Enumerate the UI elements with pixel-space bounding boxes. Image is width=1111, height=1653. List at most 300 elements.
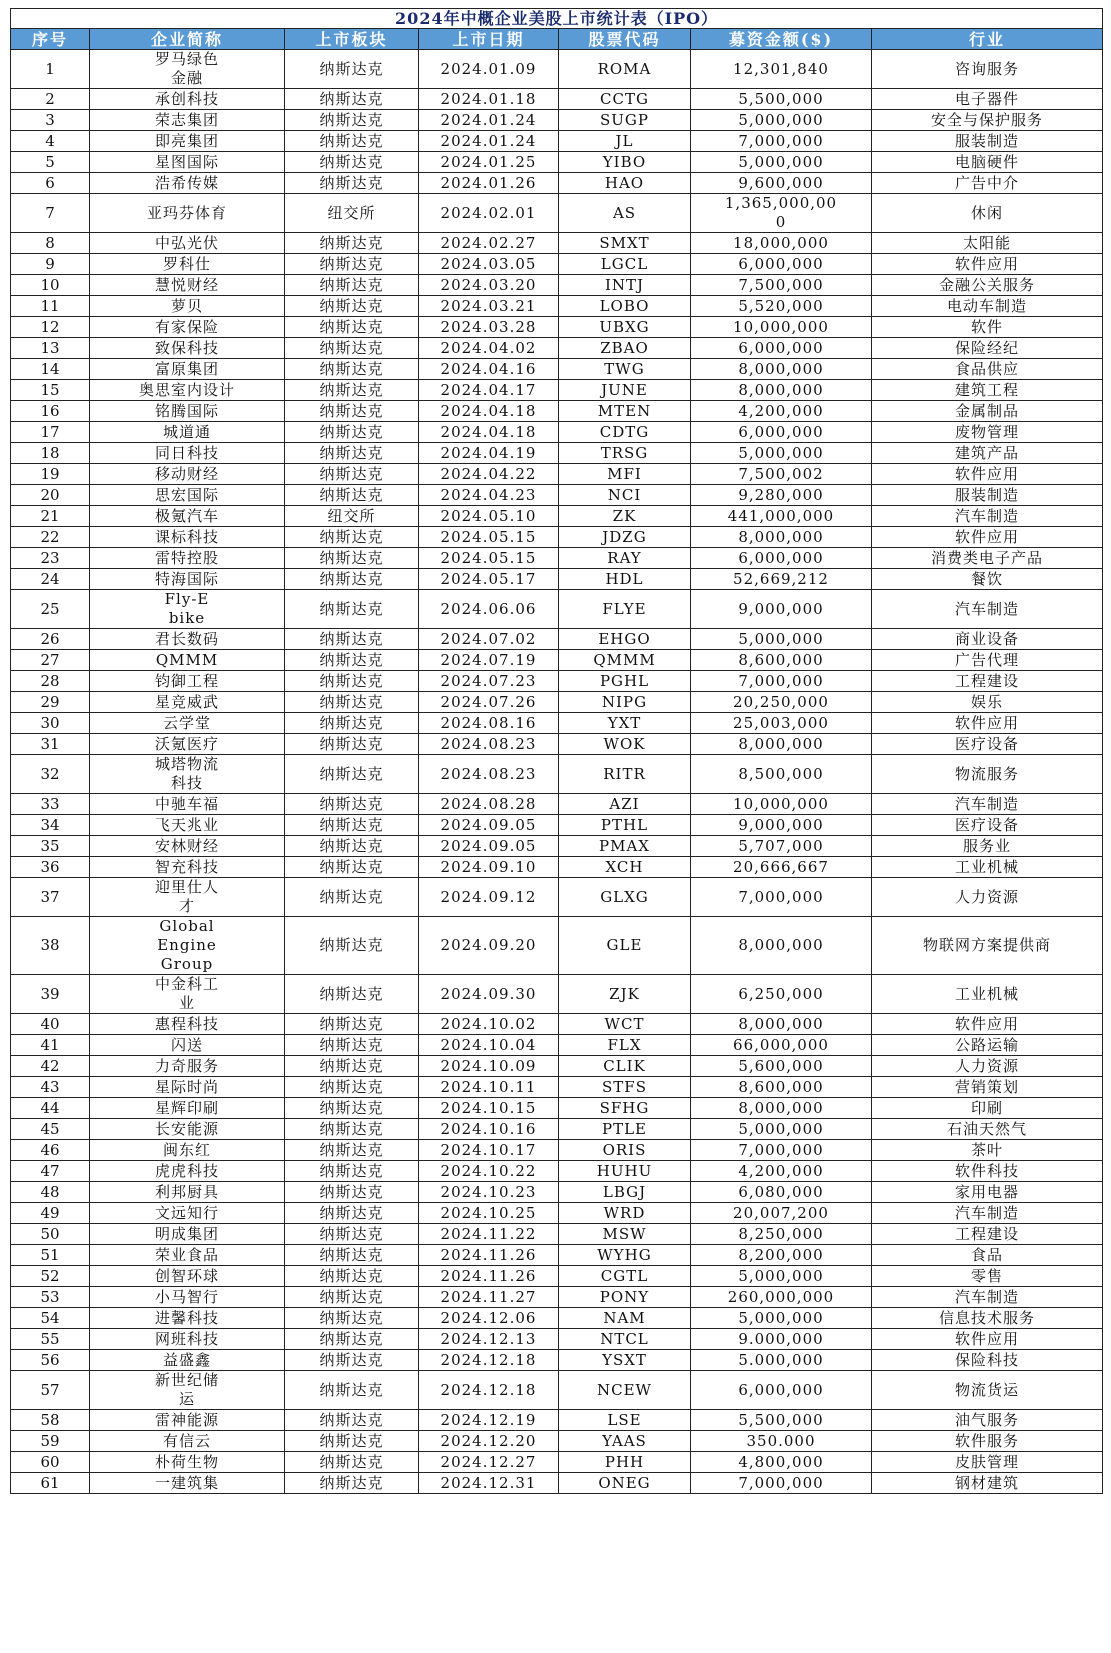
cell-board: 纳斯达克	[285, 173, 419, 194]
cell-board: 纳斯达克	[285, 1203, 419, 1224]
table-row	[11, 422, 1103, 443]
cell-name: 慧悦财经	[90, 275, 285, 296]
cell-amount: 5,000,000	[691, 110, 872, 131]
cell-code: ROMA	[559, 50, 691, 89]
cell-name: 中金科工 业	[90, 975, 285, 1014]
cell-code: QMMM	[559, 650, 691, 671]
cell-board: 纳斯达克	[285, 1245, 419, 1266]
cell-amount: 5,000,000	[691, 152, 872, 173]
cell-no: 48	[11, 1182, 90, 1203]
cell-name: 网班科技	[90, 1329, 285, 1350]
cell-amount: 6,250,000	[691, 975, 872, 1014]
cell-board: 纳斯达克	[285, 815, 419, 836]
cell-code: YAAS	[559, 1431, 691, 1452]
cell-code: NCEW	[559, 1371, 691, 1410]
table-row	[11, 692, 1103, 713]
cell-no: 39	[11, 975, 90, 1014]
cell-date: 2024.02.01	[419, 194, 559, 233]
cell-amount: 9.000,000	[691, 1329, 872, 1350]
cell-no: 25	[11, 590, 90, 629]
cell-date: 2024.07.23	[419, 671, 559, 692]
cell-name: 智充科技	[90, 857, 285, 878]
cell-code: INTJ	[559, 275, 691, 296]
table-row	[11, 1161, 1103, 1182]
cell-code: PONY	[559, 1287, 691, 1308]
cell-industry: 工程建设	[872, 671, 1103, 692]
cell-name: 同日科技	[90, 443, 285, 464]
table-row	[11, 1266, 1103, 1287]
table-row	[11, 485, 1103, 506]
cell-code: XCH	[559, 857, 691, 878]
cell-no: 8	[11, 233, 90, 254]
cell-date: 2024.01.25	[419, 152, 559, 173]
cell-code: SMXT	[559, 233, 691, 254]
cell-name: 罗科仕	[90, 254, 285, 275]
cell-industry: 零售	[872, 1266, 1103, 1287]
cell-board: 纳斯达克	[285, 857, 419, 878]
cell-name: 浩希传媒	[90, 173, 285, 194]
cell-no: 4	[11, 131, 90, 152]
cell-amount: 5,000,000	[691, 1266, 872, 1287]
table-row	[11, 359, 1103, 380]
cell-no: 10	[11, 275, 90, 296]
cell-amount: 9,600,000	[691, 173, 872, 194]
cell-date: 2024.10.09	[419, 1056, 559, 1077]
table-row	[11, 1098, 1103, 1119]
cell-board: 纳斯达克	[285, 152, 419, 173]
cell-amount: 5,707,000	[691, 836, 872, 857]
cell-board: 纳斯达克	[285, 1329, 419, 1350]
cell-code: ZJK	[559, 975, 691, 1014]
cell-name: 荣业食品	[90, 1245, 285, 1266]
cell-code: ORIS	[559, 1140, 691, 1161]
cell-code: HDL	[559, 569, 691, 590]
cell-amount: 8,000,000	[691, 380, 872, 401]
cell-name: 安林财经	[90, 836, 285, 857]
cell-no: 31	[11, 734, 90, 755]
cell-board: 纳斯达克	[285, 713, 419, 734]
cell-amount: 9,000,000	[691, 815, 872, 836]
cell-board: 纳斯达克	[285, 755, 419, 794]
cell-no: 23	[11, 548, 90, 569]
cell-name: 致保科技	[90, 338, 285, 359]
cell-amount: 20,666,667	[691, 857, 872, 878]
cell-code: LSE	[559, 1410, 691, 1431]
cell-no: 32	[11, 755, 90, 794]
cell-industry: 物流服务	[872, 755, 1103, 794]
cell-code: GLE	[559, 917, 691, 975]
cell-code: UBXG	[559, 317, 691, 338]
col-header-industry: 行业	[872, 29, 1103, 50]
cell-name: 明成集团	[90, 1224, 285, 1245]
cell-code: YSXT	[559, 1350, 691, 1371]
cell-industry: 皮肤管理	[872, 1452, 1103, 1473]
table-row	[11, 1140, 1103, 1161]
cell-code: HUHU	[559, 1161, 691, 1182]
cell-code: JUNE	[559, 380, 691, 401]
table-row	[11, 1287, 1103, 1308]
cell-industry: 服务业	[872, 836, 1103, 857]
cell-date: 2024.10.17	[419, 1140, 559, 1161]
cell-industry: 软件服务	[872, 1431, 1103, 1452]
table-row	[11, 275, 1103, 296]
cell-industry: 保险科技	[872, 1350, 1103, 1371]
cell-amount: 12,301,840	[691, 50, 872, 89]
table-row	[11, 548, 1103, 569]
cell-industry: 服装制造	[872, 131, 1103, 152]
cell-date: 2024.10.11	[419, 1077, 559, 1098]
table-row	[11, 89, 1103, 110]
cell-date: 2024.12.18	[419, 1350, 559, 1371]
cell-no: 33	[11, 794, 90, 815]
cell-industry: 电子器件	[872, 89, 1103, 110]
cell-amount: 5,520,000	[691, 296, 872, 317]
cell-date: 2024.10.23	[419, 1182, 559, 1203]
cell-industry: 软件应用	[872, 1329, 1103, 1350]
table-body	[11, 50, 1103, 1494]
cell-date: 2024.10.15	[419, 1098, 559, 1119]
cell-no: 17	[11, 422, 90, 443]
cell-no: 41	[11, 1035, 90, 1056]
cell-code: STFS	[559, 1077, 691, 1098]
cell-industry: 安全与保护服务	[872, 110, 1103, 131]
cell-industry: 食品供应	[872, 359, 1103, 380]
table-row	[11, 713, 1103, 734]
cell-board: 纳斯达克	[285, 1014, 419, 1035]
cell-amount: 18,000,000	[691, 233, 872, 254]
ipo-statistics-table	[10, 8, 1103, 1494]
col-header-name: 企业简称	[90, 29, 285, 50]
cell-board: 纳斯达克	[285, 1140, 419, 1161]
cell-board: 纳斯达克	[285, 1452, 419, 1473]
cell-amount: 9,280,000	[691, 485, 872, 506]
cell-amount: 20,250,000	[691, 692, 872, 713]
table-row	[11, 1056, 1103, 1077]
cell-no: 57	[11, 1371, 90, 1410]
cell-date: 2024.07.02	[419, 629, 559, 650]
cell-date: 2024.03.28	[419, 317, 559, 338]
table-row	[11, 650, 1103, 671]
table-row	[11, 671, 1103, 692]
cell-no: 15	[11, 380, 90, 401]
cell-code: RITR	[559, 755, 691, 794]
table-row	[11, 878, 1103, 917]
cell-date: 2024.07.19	[419, 650, 559, 671]
cell-amount: 5.000,000	[691, 1350, 872, 1371]
table-row	[11, 917, 1103, 975]
cell-no: 58	[11, 1410, 90, 1431]
cell-board: 纳斯达克	[285, 1161, 419, 1182]
cell-board: 纳斯达克	[285, 1308, 419, 1329]
col-header-no: 序号	[11, 29, 90, 50]
cell-name: 闽东红	[90, 1140, 285, 1161]
cell-code: NIPG	[559, 692, 691, 713]
cell-no: 34	[11, 815, 90, 836]
cell-date: 2024.01.24	[419, 131, 559, 152]
cell-date: 2024.01.18	[419, 89, 559, 110]
cell-industry: 软件	[872, 317, 1103, 338]
cell-amount: 1,365,000,00 0	[691, 194, 872, 233]
table-row	[11, 1431, 1103, 1452]
cell-name: Fly-E bike	[90, 590, 285, 629]
cell-amount: 8,500,000	[691, 755, 872, 794]
cell-amount: 7,500,000	[691, 275, 872, 296]
table-row	[11, 755, 1103, 794]
cell-code: WYHG	[559, 1245, 691, 1266]
cell-name: 星图国际	[90, 152, 285, 173]
cell-name: 有信云	[90, 1431, 285, 1452]
cell-board: 纳斯达克	[285, 734, 419, 755]
cell-name: 进馨科技	[90, 1308, 285, 1329]
cell-industry: 石油天然气	[872, 1119, 1103, 1140]
cell-date: 2024.12.19	[419, 1410, 559, 1431]
cell-board: 纳斯达克	[285, 527, 419, 548]
cell-no: 50	[11, 1224, 90, 1245]
cell-name: 课标科技	[90, 527, 285, 548]
cell-no: 37	[11, 878, 90, 917]
cell-industry: 软件应用	[872, 464, 1103, 485]
cell-code: JL	[559, 131, 691, 152]
cell-code: MTEN	[559, 401, 691, 422]
cell-amount: 9,000,000	[691, 590, 872, 629]
cell-industry: 钢材建筑	[872, 1473, 1103, 1494]
table-row	[11, 569, 1103, 590]
cell-code: WRD	[559, 1203, 691, 1224]
cell-date: 2024.04.22	[419, 464, 559, 485]
cell-no: 53	[11, 1287, 90, 1308]
cell-name: 即亮集团	[90, 131, 285, 152]
cell-industry: 建筑工程	[872, 380, 1103, 401]
cell-date: 2024.11.22	[419, 1224, 559, 1245]
cell-amount: 4,200,000	[691, 1161, 872, 1182]
cell-board: 纳斯达克	[285, 1431, 419, 1452]
cell-amount: 8,600,000	[691, 650, 872, 671]
cell-board: 纳斯达克	[285, 1119, 419, 1140]
cell-name: 萝贝	[90, 296, 285, 317]
cell-amount: 5,500,000	[691, 89, 872, 110]
cell-name: 虎虎科技	[90, 1161, 285, 1182]
cell-amount: 6,000,000	[691, 548, 872, 569]
cell-code: EHGO	[559, 629, 691, 650]
cell-no: 29	[11, 692, 90, 713]
cell-board: 纳斯达克	[285, 131, 419, 152]
cell-board: 纳斯达克	[285, 338, 419, 359]
cell-date: 2024.12.27	[419, 1452, 559, 1473]
cell-industry: 汽车制造	[872, 794, 1103, 815]
cell-no: 14	[11, 359, 90, 380]
cell-code: ZBAO	[559, 338, 691, 359]
table-row	[11, 317, 1103, 338]
cell-no: 35	[11, 836, 90, 857]
cell-board: 纳斯达克	[285, 1098, 419, 1119]
cell-code: CLIK	[559, 1056, 691, 1077]
table-row	[11, 1473, 1103, 1494]
cell-name: 中弘光伏	[90, 233, 285, 254]
cell-code: RAY	[559, 548, 691, 569]
cell-amount: 7,000,000	[691, 878, 872, 917]
cell-date: 2024.05.15	[419, 548, 559, 569]
table-row	[11, 629, 1103, 650]
cell-name: 富原集团	[90, 359, 285, 380]
cell-date: 2024.04.17	[419, 380, 559, 401]
cell-code: MSW	[559, 1224, 691, 1245]
cell-amount: 5,500,000	[691, 1410, 872, 1431]
cell-board: 纳斯达克	[285, 650, 419, 671]
col-header-board: 上市板块	[285, 29, 419, 50]
col-header-code: 股票代码	[559, 29, 691, 50]
cell-date: 2024.08.28	[419, 794, 559, 815]
cell-board: 纳斯达克	[285, 1266, 419, 1287]
cell-code: HAO	[559, 173, 691, 194]
table-row	[11, 857, 1103, 878]
cell-industry: 软件应用	[872, 1014, 1103, 1035]
cell-no: 3	[11, 110, 90, 131]
cell-amount: 7,000,000	[691, 1140, 872, 1161]
cell-date: 2024.10.04	[419, 1035, 559, 1056]
cell-code: NCI	[559, 485, 691, 506]
cell-amount: 5,000,000	[691, 1308, 872, 1329]
cell-board: 纳斯达克	[285, 548, 419, 569]
cell-board: 纳斯达克	[285, 485, 419, 506]
table-row	[11, 1329, 1103, 1350]
cell-name: 城道通	[90, 422, 285, 443]
cell-board: 纳斯达克	[285, 254, 419, 275]
col-header-date: 上市日期	[419, 29, 559, 50]
cell-no: 28	[11, 671, 90, 692]
table-row	[11, 173, 1103, 194]
header-row	[11, 29, 1103, 50]
cell-amount: 8,000,000	[691, 1014, 872, 1035]
table-row	[11, 1077, 1103, 1098]
cell-code: YXT	[559, 713, 691, 734]
cell-no: 6	[11, 173, 90, 194]
table-row	[11, 1245, 1103, 1266]
cell-amount: 8,000,000	[691, 1098, 872, 1119]
cell-no: 27	[11, 650, 90, 671]
cell-name: 有家保险	[90, 317, 285, 338]
cell-board: 纳斯达克	[285, 233, 419, 254]
cell-name: 利邦厨具	[90, 1182, 285, 1203]
cell-code: SUGP	[559, 110, 691, 131]
cell-name: 惠程科技	[90, 1014, 285, 1035]
cell-industry: 金属制品	[872, 401, 1103, 422]
cell-board: 纳斯达克	[285, 422, 419, 443]
cell-name: 承创科技	[90, 89, 285, 110]
cell-code: WCT	[559, 1014, 691, 1035]
cell-board: 纳斯达克	[285, 590, 419, 629]
cell-board: 纽交所	[285, 194, 419, 233]
cell-no: 9	[11, 254, 90, 275]
cell-date: 2024.04.19	[419, 443, 559, 464]
cell-date: 2024.01.24	[419, 110, 559, 131]
cell-code: NTCL	[559, 1329, 691, 1350]
cell-amount: 10,000,000	[691, 794, 872, 815]
cell-name: 长安能源	[90, 1119, 285, 1140]
cell-name: 文远知行	[90, 1203, 285, 1224]
cell-industry: 汽车制造	[872, 1287, 1103, 1308]
cell-date: 2024.04.16	[419, 359, 559, 380]
cell-code: LGCL	[559, 254, 691, 275]
cell-date: 2024.04.18	[419, 401, 559, 422]
cell-industry: 软件科技	[872, 1161, 1103, 1182]
table-row	[11, 380, 1103, 401]
cell-name: 星辉印刷	[90, 1098, 285, 1119]
cell-amount: 6,000,000	[691, 338, 872, 359]
cell-name: 特海国际	[90, 569, 285, 590]
table-row	[11, 254, 1103, 275]
table-row	[11, 1308, 1103, 1329]
cell-code: TWG	[559, 359, 691, 380]
cell-industry: 印刷	[872, 1098, 1103, 1119]
table-row	[11, 50, 1103, 89]
cell-amount: 7,000,000	[691, 131, 872, 152]
cell-board: 纳斯达克	[285, 629, 419, 650]
cell-code: CDTG	[559, 422, 691, 443]
cell-date: 2024.04.02	[419, 338, 559, 359]
cell-board: 纽交所	[285, 506, 419, 527]
cell-code: FLYE	[559, 590, 691, 629]
cell-no: 36	[11, 857, 90, 878]
cell-amount: 5,000,000	[691, 629, 872, 650]
table-row	[11, 1452, 1103, 1473]
cell-no: 21	[11, 506, 90, 527]
table-row	[11, 1410, 1103, 1431]
cell-no: 26	[11, 629, 90, 650]
cell-industry: 太阳能	[872, 233, 1103, 254]
table-row	[11, 110, 1103, 131]
cell-date: 2024.08.23	[419, 734, 559, 755]
cell-amount: 8,600,000	[691, 1077, 872, 1098]
cell-date: 2024.03.21	[419, 296, 559, 317]
cell-name: 中驰车福	[90, 794, 285, 815]
cell-no: 56	[11, 1350, 90, 1371]
cell-date: 2024.04.23	[419, 485, 559, 506]
table-row	[11, 1371, 1103, 1410]
cell-name: 亚玛芬体育	[90, 194, 285, 233]
cell-no: 49	[11, 1203, 90, 1224]
cell-industry: 广告代理	[872, 650, 1103, 671]
cell-no: 1	[11, 50, 90, 89]
cell-date: 2024.12.18	[419, 1371, 559, 1410]
cell-board: 纳斯达克	[285, 1056, 419, 1077]
cell-board: 纳斯达克	[285, 975, 419, 1014]
cell-name: 雷特控股	[90, 548, 285, 569]
table-row	[11, 131, 1103, 152]
table-row	[11, 1119, 1103, 1140]
cell-no: 24	[11, 569, 90, 590]
cell-no: 43	[11, 1077, 90, 1098]
cell-industry: 汽车制造	[872, 590, 1103, 629]
cell-date: 2024.12.06	[419, 1308, 559, 1329]
cell-date: 2024.08.23	[419, 755, 559, 794]
cell-date: 2024.05.17	[419, 569, 559, 590]
cell-no: 59	[11, 1431, 90, 1452]
cell-date: 2024.12.13	[419, 1329, 559, 1350]
cell-date: 2024.08.16	[419, 713, 559, 734]
table-row	[11, 1203, 1103, 1224]
cell-date: 2024.10.22	[419, 1161, 559, 1182]
table-row	[11, 443, 1103, 464]
table-row	[11, 1350, 1103, 1371]
cell-date: 2024.11.27	[419, 1287, 559, 1308]
cell-no: 46	[11, 1140, 90, 1161]
cell-industry: 软件应用	[872, 527, 1103, 548]
cell-code: PHH	[559, 1452, 691, 1473]
cell-amount: 5,600,000	[691, 1056, 872, 1077]
cell-no: 52	[11, 1266, 90, 1287]
cell-board: 纳斯达克	[285, 878, 419, 917]
table-row	[11, 464, 1103, 485]
